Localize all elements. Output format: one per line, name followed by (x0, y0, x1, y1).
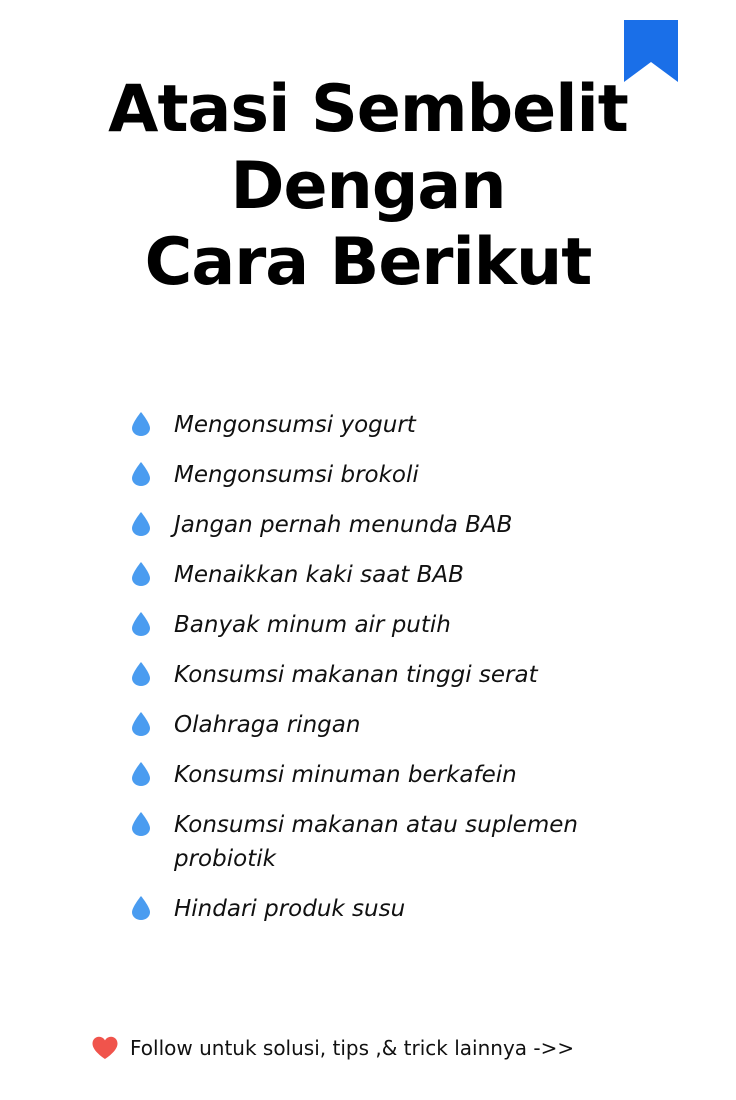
list-item (132, 708, 692, 742)
title-line-1: Atasi Sembelit (108, 72, 628, 147)
list-item-label: Konsumsi makanan tinggi serat (174, 662, 538, 689)
page-title (0, 72, 736, 302)
list-item (132, 758, 692, 792)
water-drop-icon (132, 658, 152, 686)
water-drop-icon (132, 892, 152, 920)
list-item (132, 808, 692, 876)
water-drop-icon (132, 558, 152, 586)
list-item-label: Olahraga ringan (174, 712, 361, 739)
list-item (132, 608, 692, 642)
water-drop-icon (132, 508, 152, 536)
tips-list (132, 408, 692, 942)
list-item-label: Banyak minum air putih (174, 612, 451, 639)
water-drop-icon (132, 758, 152, 786)
water-drop-icon (132, 708, 152, 736)
list-item-label: Menaikkan kaki saat BAB (174, 562, 464, 589)
list-item (132, 458, 692, 492)
water-drop-icon (132, 458, 152, 486)
list-item (132, 892, 692, 926)
list-item-label: Konsumsi minuman berkafein (174, 762, 517, 789)
water-drop-icon (132, 608, 152, 636)
list-item-label: Hindari produk susu (174, 896, 406, 923)
list-item-label: Mengonsumsi yogurt (174, 412, 416, 438)
list-item (132, 408, 692, 442)
water-drop-icon (132, 808, 152, 836)
footer-cta (92, 1036, 574, 1060)
footer-text: Follow untuk solusi, tips ,& trick lainnya ->> (130, 1036, 575, 1060)
list-item-label: Konsumsi makanan atau suplemen probiotik (174, 812, 578, 873)
list-item-label: Mengonsumsi brokoli (174, 462, 419, 489)
title-line-2: Dengan (230, 148, 506, 224)
water-drop-icon (132, 408, 152, 436)
list-item-label: Jangan pernah menunda BAB (174, 512, 513, 539)
list-item (132, 508, 692, 542)
title-line-3: Cara Berikut (144, 225, 592, 301)
heart-icon (92, 1036, 118, 1060)
list-item (132, 558, 692, 592)
list-item (132, 658, 692, 692)
